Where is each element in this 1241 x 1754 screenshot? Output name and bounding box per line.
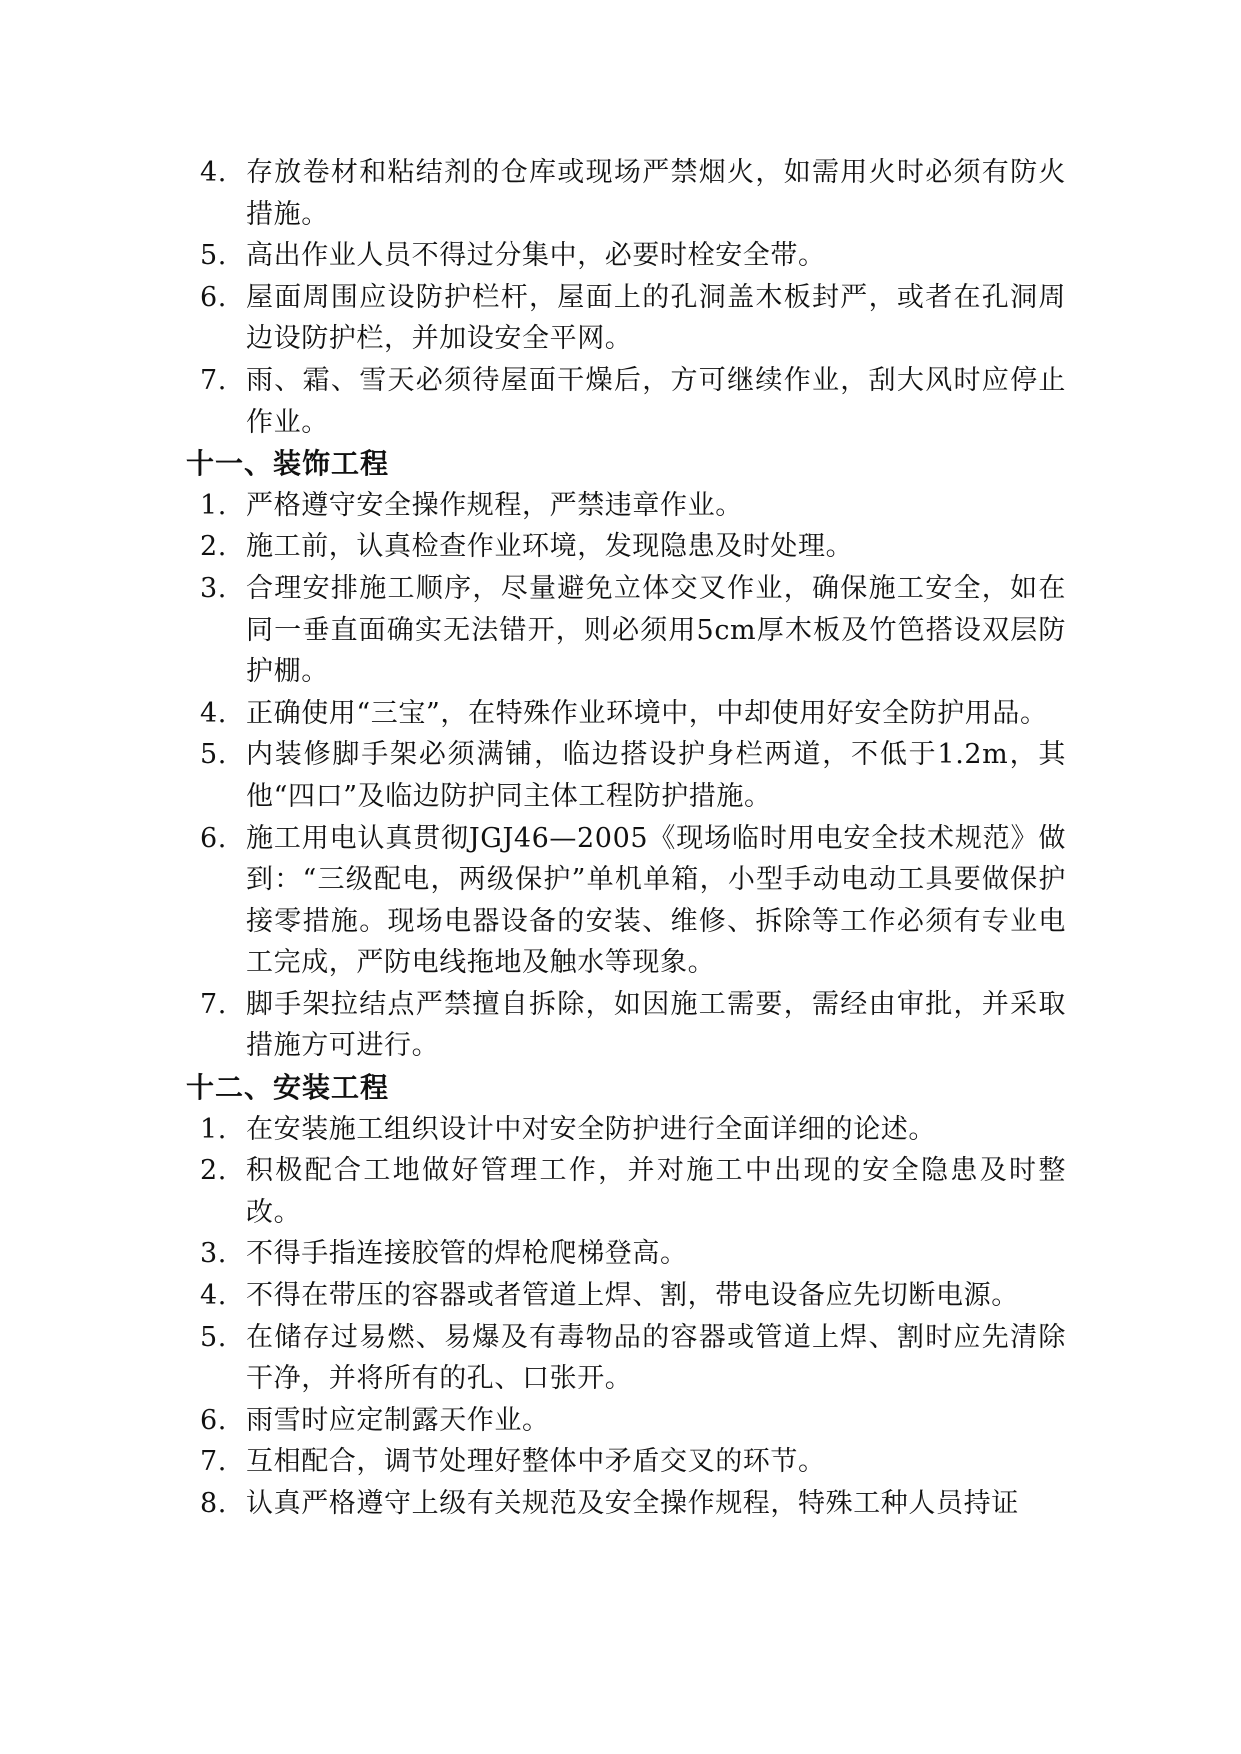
item-text: 在安装施工组织设计中对安全防护进行全面详细的论述。 — [246, 1113, 936, 1145]
item-text: 积极配合工地做好管理工作，并对施工中出现的安全隐患及时整改。 — [246, 1155, 1066, 1228]
list-item — [186, 1317, 1066, 1400]
item-number: 6. — [200, 281, 227, 313]
item-text: 认真严格遵守上级有关规范及安全操作规程，特殊工种人员持证 — [246, 1488, 1019, 1519]
item-number: 4. — [200, 157, 227, 188]
section-heading-installation: 十二、安装工程 — [186, 1071, 390, 1105]
item-number: 7. — [200, 988, 227, 1020]
item-text: 高出作业人员不得过分集中，必要时栓安全带。 — [246, 240, 826, 272]
list-item — [186, 1109, 1066, 1151]
list-item — [186, 1400, 1066, 1442]
list-item — [186, 360, 1066, 443]
item-text: 严格遵守安全操作规程，严禁违章作业。 — [246, 489, 743, 521]
item-number: 6. — [200, 1404, 227, 1436]
item-text: 在储存过易燃、易爆及有毒物品的容器或管道上焊、割时应先清除干净，并将所有的孔、口张开。 — [246, 1321, 1066, 1395]
item-number: 5. — [200, 1321, 227, 1353]
list-item — [186, 1275, 1066, 1317]
item-number: 7. — [200, 1446, 227, 1478]
item-number: 6. — [200, 822, 227, 854]
item-text: 雨雪时应定制露天作业。 — [246, 1404, 550, 1436]
item-number: 5. — [200, 739, 227, 771]
list-item — [186, 818, 1066, 984]
list-item — [186, 568, 1066, 693]
list-item — [186, 734, 1066, 817]
list-item — [186, 485, 1066, 527]
list-item — [186, 277, 1066, 360]
item-number: 4. — [200, 697, 227, 729]
intro-list — [186, 152, 1066, 443]
item-text: 存放卷材和粘结剂的仓库或现场严禁烟火，如需用火时必须有防火措施。 — [246, 157, 1066, 230]
item-text: 内装修脚手架必须满铺，临边搭设护身栏两道，不低于1.2m，其他“四口”及临边防护同主体工程防护措施。 — [246, 739, 1066, 812]
item-number: 4. — [200, 1280, 227, 1312]
item-number: 2. — [200, 531, 227, 563]
decoration-list — [186, 485, 1066, 1067]
item-number: 3. — [200, 572, 227, 604]
list-item — [186, 1483, 1066, 1525]
item-text: 互相配合，调节处理好整体中矛盾交叉的环节。 — [246, 1446, 826, 1478]
list-item — [186, 1441, 1066, 1483]
item-text: 合理安排施工顺序，尽量避免立体交叉作业，确保施工安全，如在同一垂直面确实无法错开，则必须用5cm厚木板及竹笆搭设双层防护棚。 — [246, 572, 1066, 688]
item-number: 3. — [200, 1238, 227, 1270]
item-text: 屋面周围应设防护栏杆，屋面上的孔洞盖木板封严，或者在孔洞周边设防护栏，并加设安全平网。 — [246, 281, 1066, 355]
item-number: 1. — [200, 1113, 227, 1145]
section-heading-decoration: 十一、装饰工程 — [186, 447, 390, 481]
list-item — [186, 152, 1066, 235]
item-text: 脚手架拉结点严禁擅自拆除，如因施工需要，需经由审批，并采取措施方可进行。 — [246, 988, 1066, 1062]
item-text: 不得在带压的容器或者管道上焊、割，带电设备应先切断电源。 — [246, 1280, 1019, 1312]
list-item — [186, 1150, 1066, 1233]
list-item — [186, 1233, 1066, 1275]
list-item — [186, 526, 1066, 568]
list-item — [186, 693, 1066, 735]
item-text: 施工用电认真贯彻JGJ46—2005《现场临时用电安全技术规范》做到：“三级配电，两级保护”单机单箱，小型手动电动工具要做保护接零措施。现场电器设备的安装、维修、拆除等工作必须有专业电工完成，严防电线拖地及触水等现象。 — [246, 822, 1066, 979]
item-text: 施工前，认真检查作业环境，发现隐患及时处理。 — [246, 531, 854, 563]
item-number: 2. — [200, 1155, 227, 1187]
item-number: 5. — [200, 240, 227, 272]
item-text: 正确使用“三宝”，在特殊作业环境中，中却使用好安全防护用品。 — [246, 697, 1048, 729]
item-number: 7. — [200, 364, 227, 396]
item-number: 8. — [200, 1488, 227, 1519]
installation-list — [186, 1109, 1066, 1525]
item-text: 雨、霜、雪天必须待屋面干燥后，方可继续作业，刮大风时应停止作业。 — [246, 364, 1066, 438]
item-text: 不得手指连接胶管的焊枪爬梯登高。 — [246, 1238, 688, 1270]
list-item — [186, 235, 1066, 277]
document-body — [186, 152, 1066, 1525]
list-item — [186, 984, 1066, 1067]
item-number: 1. — [200, 489, 227, 521]
